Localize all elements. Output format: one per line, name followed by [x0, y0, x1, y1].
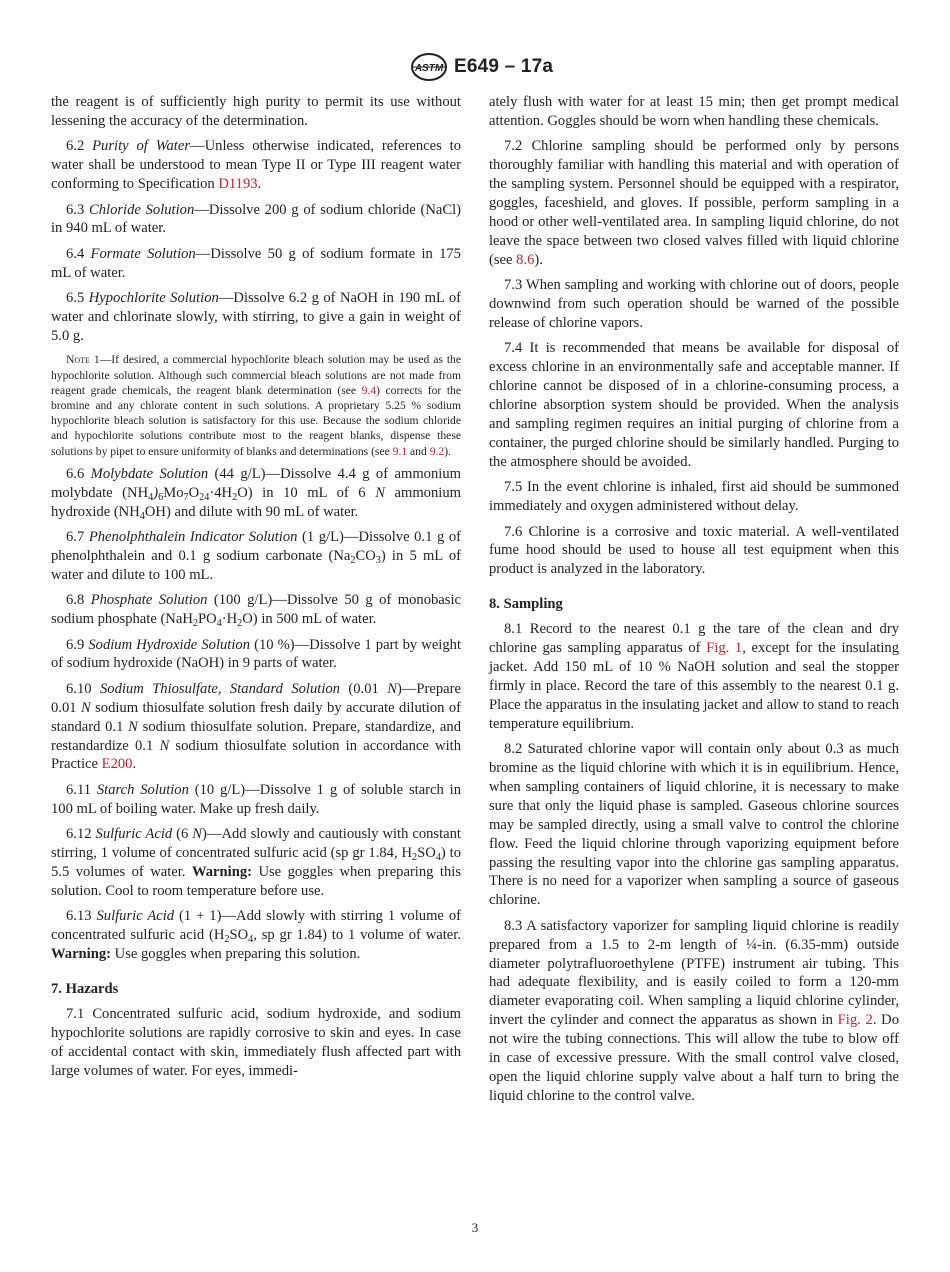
note-1: Note 1—If desired, a commercial hypochlorite bleach solution may be used as the hypochlorite solution. Although such commercial bleach solutions are not made from reagent grade chemicals, the reagent blank determination (see 9.4) corrects for the bromine and any chlorate content in such solutions. A proprietary 5.25 % sodium hypochlorite bleach solution is satisfactory for this use. Because the sodium chloride and hypochlorite solutions contribute most to the reagent blanks, dispense these solutions by pipet to ensure uniformity of blanks and determinations (see 9.1 and 9.2). [51, 353, 461, 458]
ref-9-1-link[interactable]: 9.1 [392, 444, 408, 458]
ref-9-2-link[interactable]: 9.2 [429, 444, 445, 458]
section-6-2: 6.2 Purity of Water—Unless otherwise indicated, references to water shall be understood to mean Type II or Type III reagent water conforming to Specification D1193. [51, 138, 461, 193]
section-7-5: 7.5 In the event chlorine is inhaled, first aid should be summoned immediately and oxygen administered without delay. [489, 479, 899, 515]
section-6-8: 6.8 Phosphate Solution (100 g/L)—Dissolve 50 g of monobasic sodium phosphate $(NaH_2PO_4\cdot H_2O)$ in 500 mL of water. [51, 592, 461, 630]
section-6-9: 6.9 Sodium Hydroxide Solution (10 %)—Dissolve 1 part by weight of sodium hydroxide (NaOH) in 9 parts of water. [51, 636, 461, 672]
section-8-3: 8.3 A satisfactory vaporizer for sampling liquid chlorine is readily prepared from a 1.5 to 2-m length of ¼-in. (6.35-mm) outside diameter polytrafluoroethylene (PTFE) instrument air tubing. This had adequate flexibility, and is easily coiled to form a 120-mm diameter evaporating coil. When sampling a liquid chlorine cylinder, invert the cylinder and connect the apparatus as shown in Fig. 2. Do not wire the tubing connections. This will allow the tube to blow off in case of excessive pressure. With the small control valve closed, open the liquid chlorine supply valve about a half turn to bring the liquid chlorine to the control valve. [489, 917, 900, 1104]
page-header [0, 50, 950, 86]
left-column [51, 93, 461, 1087]
section-6-10: 6.10 Sodium Thiosulfate, Standard Solution (0.01 N)—Prepare 0.01 N sodium thiosulfate solution fresh daily by accurate dilution of standard 0.1 N sodium thiosulfate solution. Prepare, standardize, and restandardize 0.1 N sodium thiosulfate solution in accordance with Practice E200. [51, 680, 462, 773]
section-7-6: 7.6 Chlorine is a corrosive and toxic material. A well-ventilated fume hood should be used to house all test equipment when this product is analyzed in the laboratory. [489, 523, 899, 578]
section-7-1: 7.1 Concentrated sulfuric acid, sodium hydroxide, and sodium hypochlorite solutions are rapidly corrosive to skin and eyes. In case of accidental contact with skin, immediately flush affected part with large volumes of water. For eyes, immedi- [51, 1005, 461, 1079]
right-column [489, 93, 899, 1112]
section-6-12: 6.12 Sulfuric Acid (6 N)—Add slowly and cautiously with constant stirring, 1 volume of concentrated sulfuric acid (sp gr 1.84, $H_2SO_4$) to 5.5 volumes of water. Warning: Use goggles when preparing this solution. Cool to room temperature before use. [51, 826, 462, 899]
section-7-4: 7.4 It is recommended that means be available for disposal of excess chlorine in an environmentally safe and acceptable manner. If chlorine cannot be disposed of in a chlorine-consuming process, a chlorine absorption system should be provided. When the analysis and sampling regimen requires an initial purging of chlorine from a container, the purged chlorine should be similarly handled. Purging to the atmosphere should be avoided. [489, 340, 899, 470]
section-7-3: 7.3 When sampling and working with chlorine out of doors, people downwind from such operation should be warned of the possible release of chlorine vapors. [489, 277, 899, 331]
section-8-1: 8.1 Record to the nearest 0.1 g the tare of the clean and dry chlorine gas sampling apparatus of Fig. 1, except for the insulating jacket. Add 150 mL of 10 % NaOH solution and seal the stopper firmly in place. Record the tare of this assembly to the nearest 0.1 g. Place the apparatus in the insulating jacket and allow to stand to reach temperature equilibrium. [489, 621, 900, 732]
section-6-3: 6.3 Chloride Solution—Dissolve 200 g of sodium chloride (NaCl) in 940 mL of water. [51, 201, 461, 237]
paragraph-continuation-right: ately flush with water for at least 15 min; then get prompt medical attention. Goggles should be worn when handling these chemicals. [489, 94, 899, 129]
ref-8-6-link[interactable]: 8.6 [516, 251, 535, 268]
paragraph-continuation: the reagent is of sufficiently high purity to permit its use without lessening the accuracy of the determination. [51, 94, 461, 129]
section-7-2: 7.2 Chlorine sampling should be performed only by persons thoroughly familiar with handling this material and with operation of the sampling system. Personnel should be equipped with a respirator, goggles, faceshield, and gloves. If possible, perform sampling in a hood or other well-ventilated area. In sampling liquid chlorine, do not leave the space between two closed valves filled with liquid chlorine (see 8.6). [489, 138, 899, 268]
document-id: E649 – 17a [454, 56, 554, 77]
svg-text:ASTM: ASTM [414, 63, 444, 74]
sampling-heading: 8. Sampling [489, 596, 563, 613]
page-number: 3 [471, 1220, 479, 1235]
section-6-7: 6.7 Phenolphthalein Indicator Solution (1 g/L)—Dissolve 0.1 g of phenolphthalein and 0.1 g sodium carbonate $(Na_2CO_3)$ in 5 mL of water and dilute to 100 mL. [51, 529, 462, 583]
section-6-13: 6.13 Sulfuric Acid (1 + 1)—Add slowly with stirring 1 volume of concentrated sulfuric acid ($H_2SO_4$, sp gr 1.84) to 1 volume of water. Warning: Use goggles when preparing this solution. [51, 908, 461, 963]
section-8-2: 8.2 Saturated chlorine vapor will contain only about 0.3 as much bromine as the liquid chlorine with which it is in equilibrium. Hence, when sampling containers of liquid chlorine, it is necessary to make sure that only the liquid phase is sampled. Gaseous chlorine sources may be sampled directly, using a small valve to control the chlorine flow. Feed the liquid chlorine through vaporizing equipment before passing the resulting vapor into the chlorine gas sampling apparatus. There is no need for a vaporizer when sampling a source of gaseous chlorine. [489, 741, 899, 909]
e200-link[interactable]: E200 [101, 756, 133, 773]
fig-1-link[interactable]: Fig. 1 [706, 640, 743, 657]
fig-2-link[interactable]: Fig. 2 [837, 1012, 873, 1029]
section-6-11: 6.11 Starch Solution (10 g/L)—Dissolve 1 g of soluble starch in 100 mL of boiling water. Make up fresh daily. [51, 781, 461, 817]
section-6-4: 6.4 Formate Solution—Dissolve 50 g of sodium formate in 175 mL of water. [51, 245, 461, 281]
section-6-6: 6.6 Molybdate Solution (44 g/L)—Dissolve 4.4 g of ammonium molybdate $(NH_4)_6Mo_7O_{24}\cdot 4H_2O$) in 10 mL of 6 N ammonium hydroxide $(NH_4OH)$ and dilute with 90 mL of water. [51, 465, 461, 522]
astm-logo-icon [409, 52, 449, 82]
hazards-heading: 7. Hazards [51, 981, 119, 998]
section-6-5: 6.5 Hypochlorite Solution—Dissolve 6.2 g of NaOH in 190 mL of water and chlorinate slowly, with stirring, to give a gain in weight of 5.0 g. [51, 290, 461, 344]
ref-9-4-link[interactable]: 9.4 [361, 383, 377, 397]
d1193-link[interactable]: D1193 [218, 176, 258, 193]
